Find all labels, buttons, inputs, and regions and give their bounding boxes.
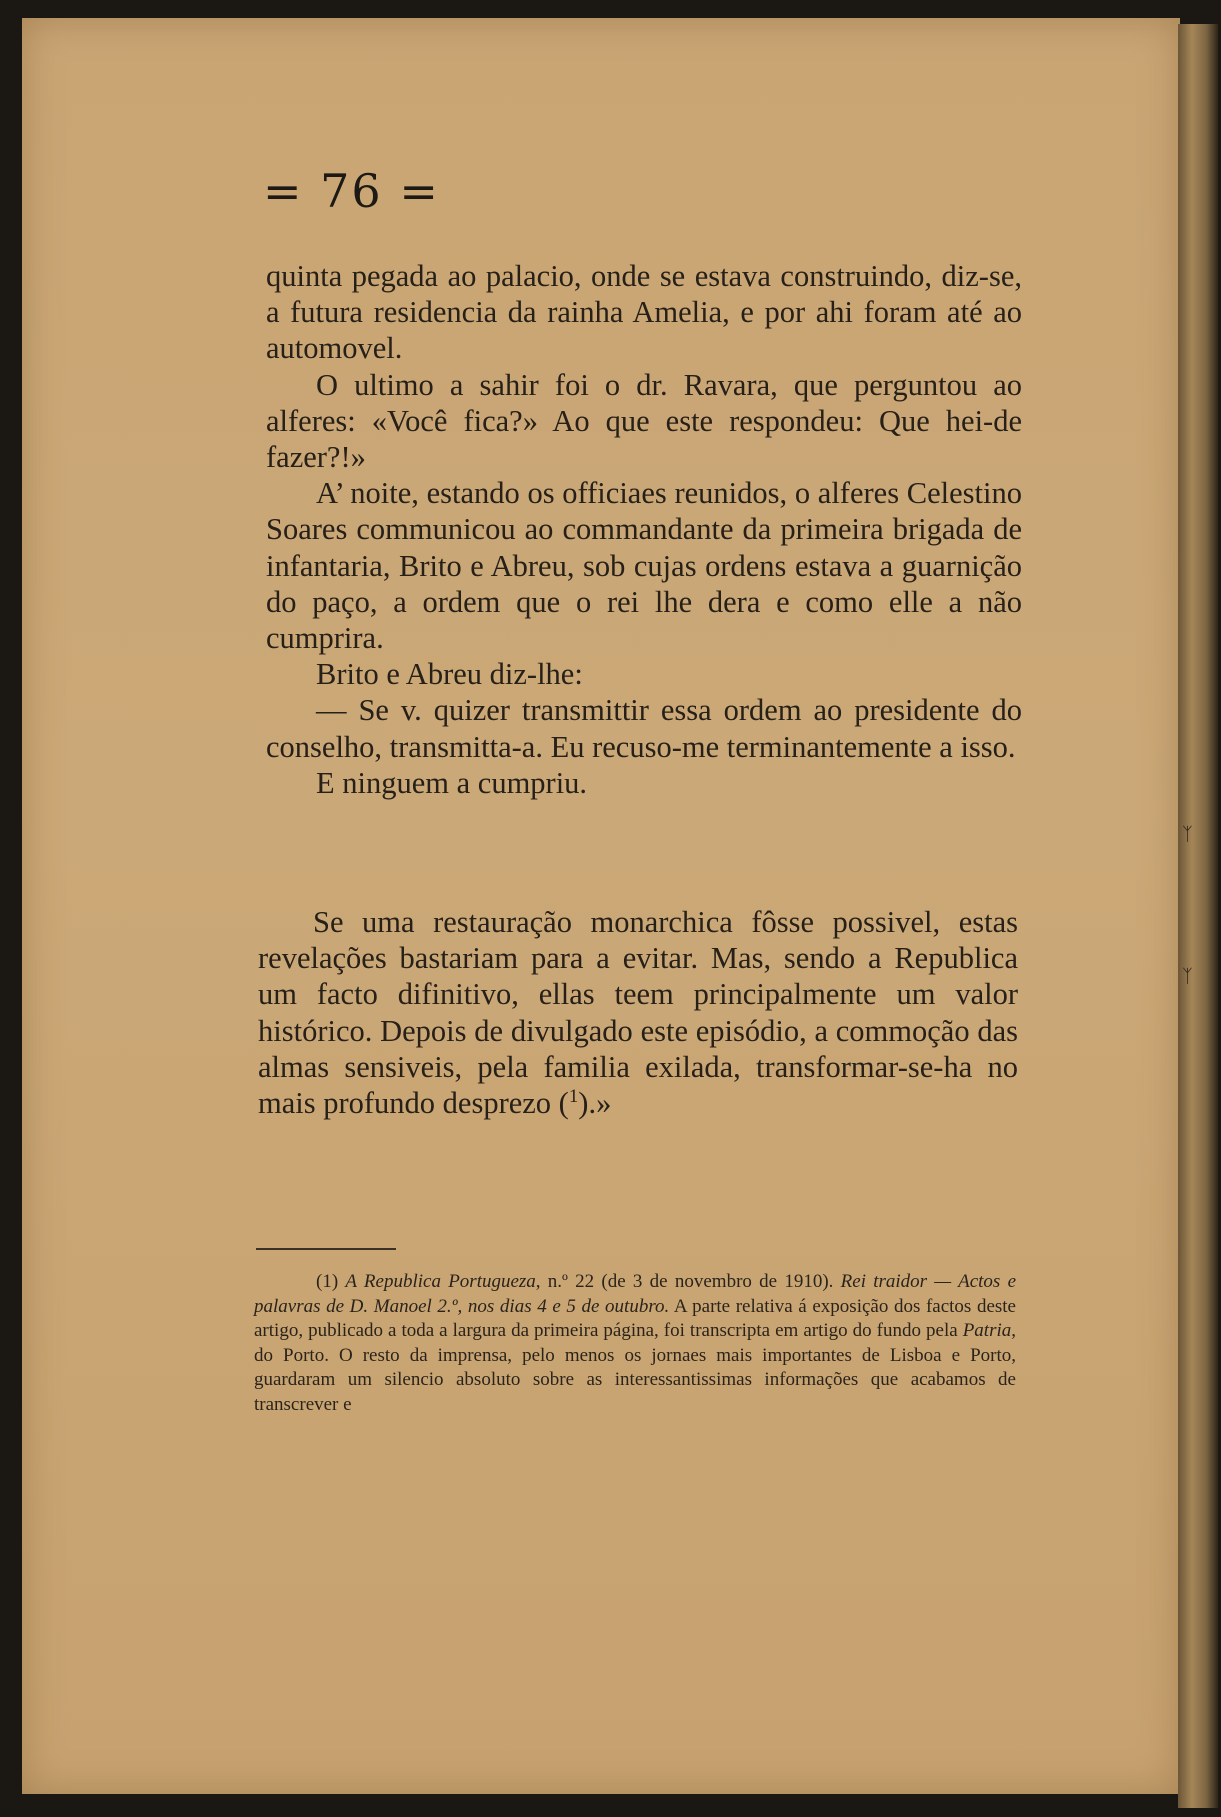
footnote-reference[interactable]: 1 — [568, 1085, 579, 1107]
footnote — [254, 1270, 1016, 1417]
book-spine-edge — [1178, 24, 1218, 1808]
footnote-body: A parte relativa á exposição dos factos deste artigo, publicado a toda a largura da primeira página, foi transcripta em artigo do fundo pela — [254, 1295, 1016, 1341]
footnote-patria: Patria — [962, 1320, 1012, 1341]
page-number: = 76 = — [263, 164, 440, 218]
paragraph: A’ noite, estando os officiaes reunidos, o alferes Celestino Soares communicou ao commandante da primeira brigada de infantaria, Brito e Abreu, sob cujas ordens estava a guarnição do paço, a ordem que o rei lhe dera e como elle a não cumprira. — [266, 476, 1022, 656]
paragraph: Brito e Abreu diz-lhe: — [316, 657, 583, 692]
paragraph: — Se v. quizer transmittir essa ordem ao presidente do conselho, transmitta-a. Eu recuso-me terminantemente a isso. — [266, 693, 1022, 764]
closing-paragraph-end: ).» — [578, 1086, 612, 1121]
footnote-source: A Republica Portugueza — [345, 1271, 536, 1292]
footnote-issue: , n.º 22 (de 3 de novembro de 1910). — [535, 1271, 834, 1292]
closing-paragraph — [258, 904, 1018, 1121]
paragraph: O ultimo a sahir foi o dr. Ravara, que perguntou ao alferes: «Você fica?» Ao que este respondeu: Que hei-de fazer?!» — [266, 367, 1022, 475]
main-text — [266, 258, 1022, 801]
paragraph: E ninguem a cumpriu. — [316, 765, 588, 800]
closing-text — [258, 904, 1018, 1121]
edge-mark: ᛉ — [1182, 824, 1193, 845]
footnote-title: Rei traidor — Actos e palavras de D. Manoel 2.º, nos dias 4 e 5 de outubro. — [254, 1271, 1016, 1317]
edge-mark: ᛉ — [1182, 966, 1193, 987]
footnote-divider — [256, 1248, 396, 1250]
footnote-marker: (1) — [316, 1271, 339, 1292]
closing-paragraph-text: Se uma restauração monarchica fôsse possivel, estas revelações bastariam para a evitar. Mas, sendo a Republica um facto difinitivo, ellas teem principalmente um valor histórico. Depois de divulgado este episódio, a commoção das almas sensiveis, pela familia exilada, transformar-se-ha no mais profundo desprezo ( — [258, 905, 1018, 1121]
footnote-paragraph — [254, 1270, 1016, 1417]
footnote-rest: , do Porto. O resto da imprensa, pelo menos os jornaes mais importantes de Lisboa e Porto, guardaram um silencio absoluto sobre as interessantissimas informações que acabamos de transcrever e — [254, 1320, 1016, 1415]
paragraph: quinta pegada ao palacio, onde se estava construindo, diz-se, a futura residencia da rainha Amelia, e por ahi foram até ao automovel. — [266, 259, 1022, 366]
